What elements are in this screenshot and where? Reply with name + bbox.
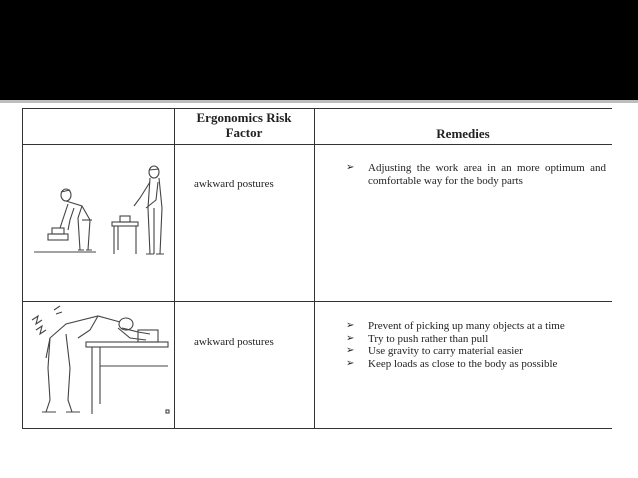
header-risk-factor-line1: Ergonomics Risk — [196, 110, 292, 125]
row-divider — [22, 301, 612, 302]
arrow-bullet-icon: ➢ — [346, 332, 355, 344]
table-border-left — [22, 108, 23, 429]
remedies-list-row1 — [344, 162, 606, 187]
arrow-bullet-icon: ➢ — [346, 357, 355, 369]
header-divider — [22, 144, 612, 145]
remedy-item: ➢ Try to push rather than pull — [346, 332, 489, 345]
title-divider — [0, 100, 638, 103]
header-risk-factor — [174, 110, 314, 140]
slide-title-bar — [0, 0, 638, 100]
header-risk-factor-line2: Factor — [225, 125, 263, 140]
arrow-bullet-icon: ➢ — [346, 345, 355, 356]
remedy-item: ➢ Adjusting the work area in an more optimum and comfortable way for the body parts — [346, 162, 606, 187]
remedy-item: ➢ Prevent of picking up many objects at a time — [346, 320, 565, 332]
table-border-bottom — [22, 428, 612, 429]
worker-bending-and-standing-illustration — [30, 158, 170, 268]
header-remedies: Remedies — [436, 126, 490, 141]
column-divider-1 — [174, 108, 175, 429]
table-border-top — [22, 108, 612, 109]
worker-bending-over-table-illustration — [26, 304, 172, 422]
remedy-item: ➢ Use gravity to carry material easier — [346, 345, 523, 357]
arrow-bullet-icon: ➢ — [346, 162, 355, 173]
remedies-list-row2 — [344, 320, 606, 370]
risk-factor-row1: awkward postures — [194, 178, 274, 190]
risk-factor-row2: awkward postures — [194, 336, 274, 348]
remedy-item: ➢ Keep loads as close to the body as possible — [346, 357, 558, 370]
arrow-bullet-icon: ➢ — [346, 320, 355, 331]
column-divider-2 — [314, 108, 315, 429]
